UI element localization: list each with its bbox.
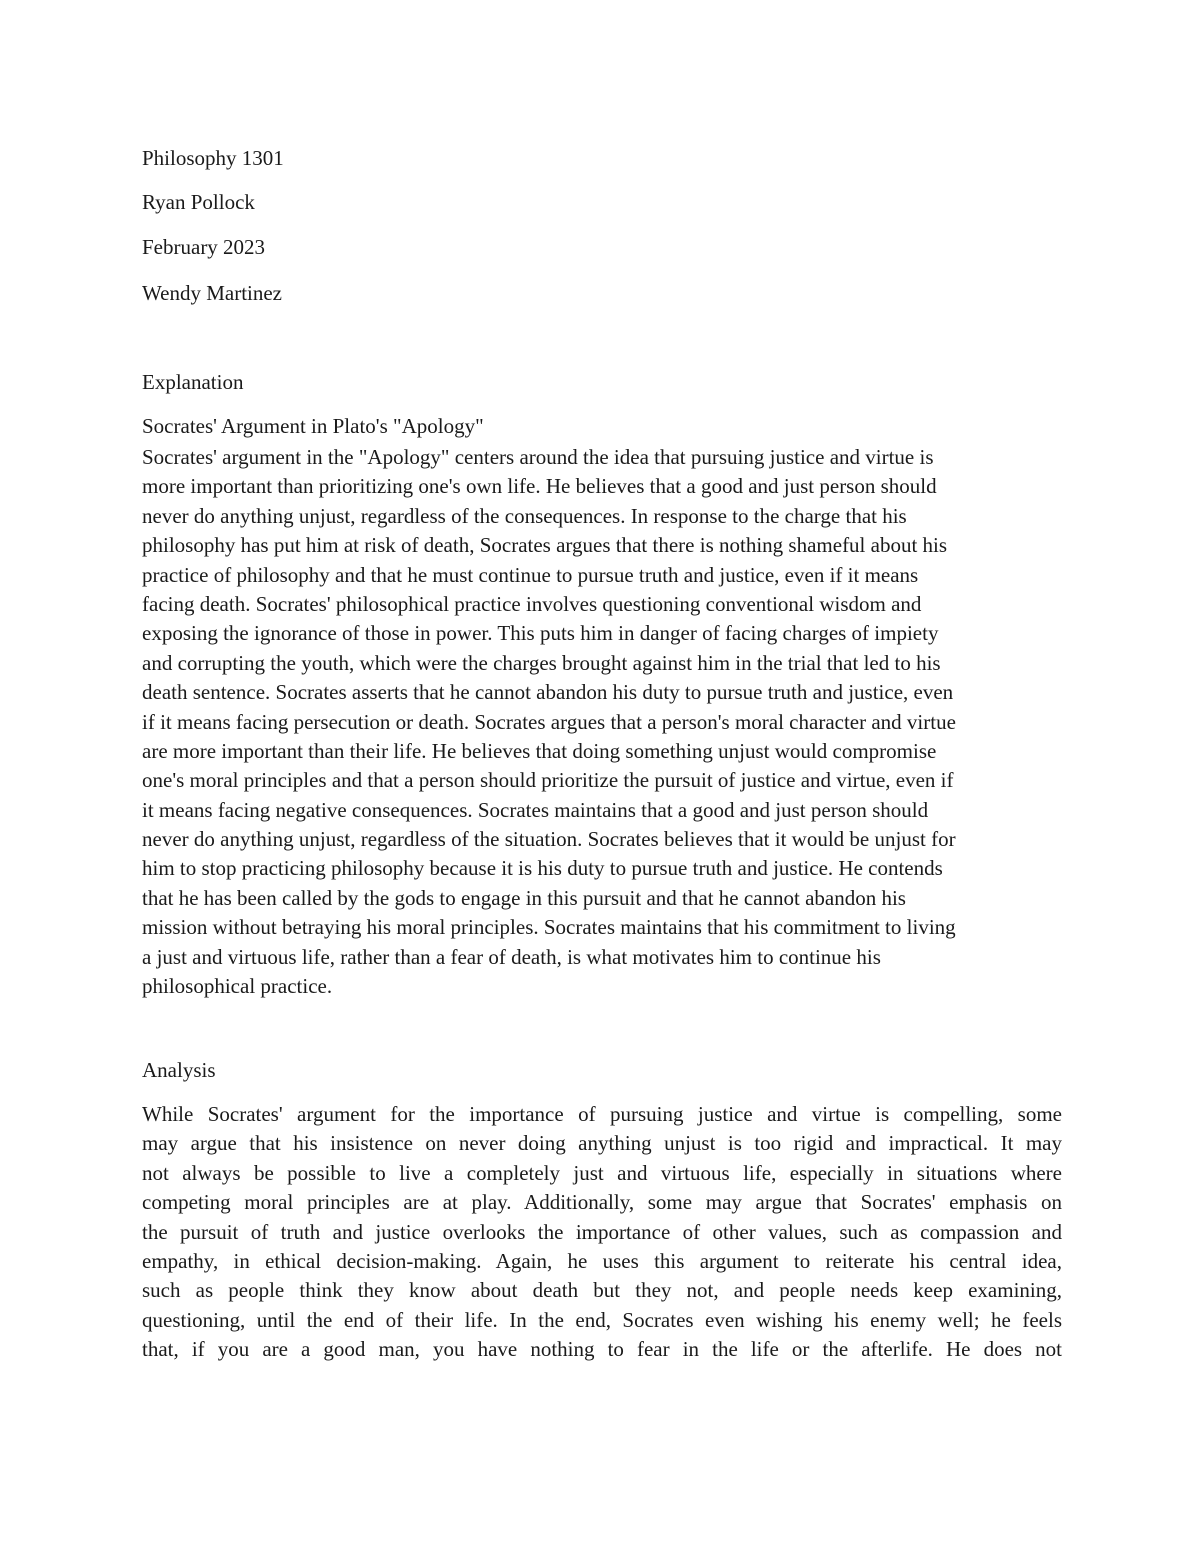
analysis-line: may argue that his insistence on never doing anything unjust is too rigid and impractical. It may (142, 1131, 1062, 1156)
explanation-line: it means facing negative consequences. Socrates maintains that a good and just person should (142, 797, 929, 822)
analysis-paragraph (142, 1100, 1062, 1365)
explanation-line: never do anything unjust, regardless of the consequences. In response to the charge that his (142, 503, 907, 528)
explanation-line: a just and virtuous life, rather than a fear of death, is what motivates him to continue his (142, 944, 881, 969)
analysis-line: competing moral principles are at play. Additionally, some may argue that Socrates' emphasis on (142, 1190, 1062, 1215)
explanation-line: more important than prioritizing one's own life. He believes that a good and just person should (142, 474, 937, 499)
explanation-line: him to stop practicing philosophy because it is his duty to pursue truth and justice. He contends (142, 856, 943, 881)
explanation-line: philosophical practice. (142, 974, 333, 999)
explanation-line: mission without betraying his moral principles. Socrates maintains that his commitment to living (142, 915, 956, 940)
analysis-line: such as people think they know about death but they not, and people needs keep examining, (142, 1278, 1062, 1303)
analysis-line: not always be possible to live a completely just and virtuous life, especially in situations where (142, 1160, 1062, 1185)
explanation-heading: Explanation (142, 370, 244, 394)
course-name: Philosophy 1301 (142, 146, 284, 170)
instructor-name: Wendy Martinez (142, 281, 283, 305)
explanation-line: if it means facing persecution or death. Socrates argues that a person's moral character and virtue (142, 709, 956, 734)
explanation-line: that he has been called by the gods to engage in this pursuit and that he cannot abandon his (142, 885, 906, 910)
explanation-line: exposing the ignorance of those in power. This puts him in danger of facing charges of impiety (142, 621, 939, 646)
explanation-paragraph (142, 443, 1062, 1001)
explanation-line: one's moral principles and that a person should prioritize the pursuit of justice and virtue, even if (142, 768, 954, 793)
explanation-line: never do anything unjust, regardless of the situation. Socrates believes that it would be unjust for (142, 827, 956, 852)
explanation-line: Socrates' argument in the "Apology" centers around the idea that pursuing justice and virtue is (142, 445, 934, 469)
explanation-line: death sentence. Socrates asserts that he cannot abandon his duty to pursue truth and justice, even (142, 680, 954, 705)
analysis-line: the pursuit of truth and justice overlooks the importance of other values, such as compassion and (142, 1219, 1062, 1244)
explanation-line: are more important than their life. He believes that doing something unjust would compromise (142, 738, 937, 763)
explanation-line: facing death. Socrates' philosophical practice involves questioning conventional wisdom and (142, 591, 922, 616)
explanation-line: philosophy has put him at risk of death, Socrates argues that there is nothing shameful about his (142, 533, 948, 558)
explanation-line: and corrupting the youth, which were the charges brought against him in the trial that led to his (142, 650, 941, 675)
analysis-line: that, if you are a good man, you have nothing to fear in the life or the afterlife. He does not (142, 1337, 1062, 1362)
analysis-line: questioning, until the end of their life. In the end, Socrates even wishing his enemy well; he feels (142, 1307, 1062, 1332)
analysis-heading: Analysis (142, 1058, 216, 1082)
student-name: Ryan Pollock (142, 190, 255, 214)
explanation-line: practice of philosophy and that he must continue to pursue truth and justice, even if it means (142, 562, 919, 587)
date: February 2023 (142, 235, 266, 259)
explanation-subtitle: Socrates' Argument in Plato's "Apology" (142, 414, 484, 438)
analysis-line: While Socrates' argument for the importance of pursuing justice and virtue is compelling, some (142, 1102, 1062, 1126)
analysis-line: empathy, in ethical decision-making. Again, he uses this argument to reiterate his central idea, (142, 1248, 1062, 1273)
